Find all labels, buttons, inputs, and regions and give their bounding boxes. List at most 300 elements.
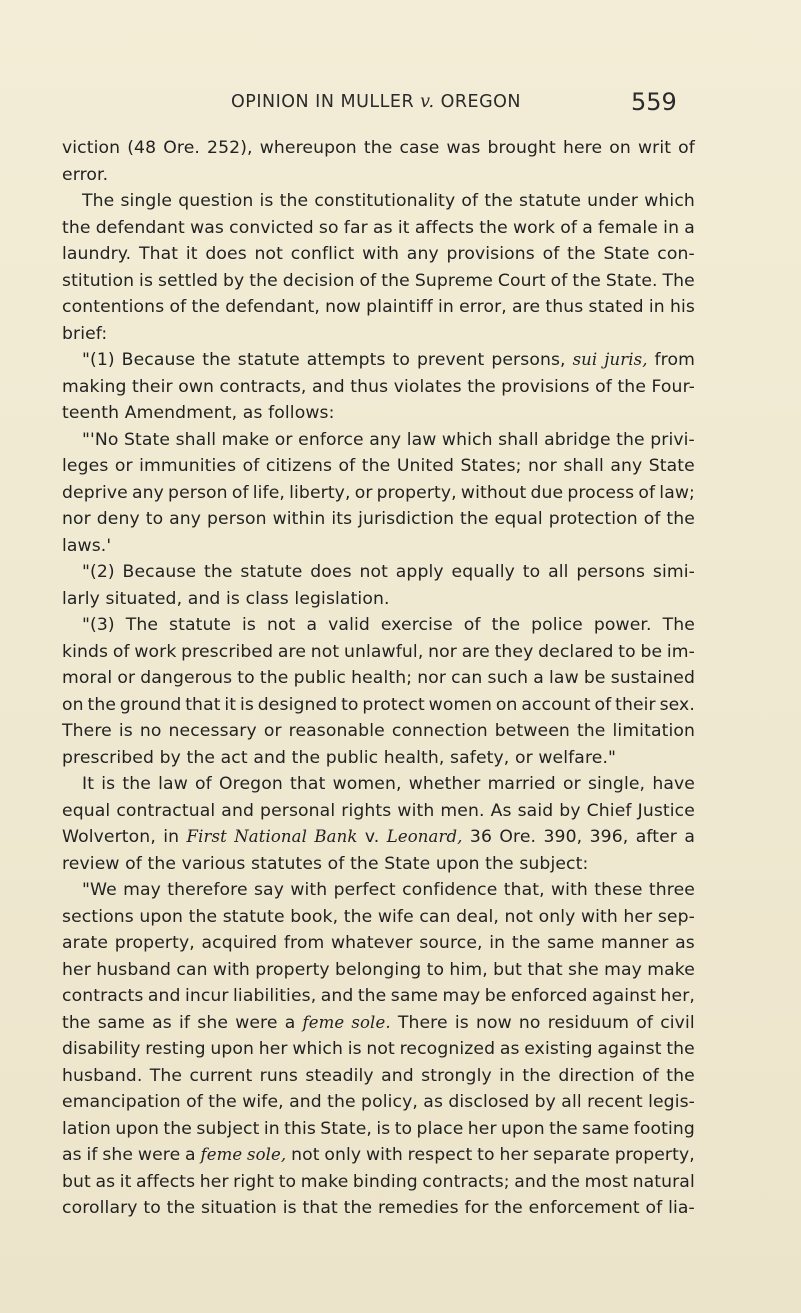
text-line [62,851,695,878]
word: laundry. [62,244,132,264]
text-line [62,718,695,745]
word: if [86,1145,98,1165]
word: strongly [421,1065,492,1086]
word: persons [576,562,646,582]
word: manner [601,933,669,953]
word: to [145,509,164,529]
word: the [467,376,496,397]
text-line [62,241,695,268]
word: subject [196,1118,260,1139]
word: far [343,217,368,238]
running-title-versus: v. [420,92,435,112]
word: 390, [543,827,583,847]
word: As [490,800,512,821]
text-line [62,480,695,507]
word: on [609,138,631,158]
word: her [467,1118,497,1139]
text-run: brief: [62,323,108,344]
word: her [623,906,653,927]
word: and [289,1092,322,1112]
text-line [62,374,695,401]
word: that, [503,880,545,900]
word: or [354,482,373,503]
word: simi- [652,562,695,582]
word: were [235,1012,278,1033]
word: defendant [95,217,185,238]
word: upon [210,1039,255,1059]
word: stitution [62,270,135,291]
text-line [62,798,695,825]
word: women, [332,774,402,794]
word: thus [350,376,389,397]
page-number: 559 [631,88,677,116]
word: statute [237,350,300,370]
word: sep- [657,906,695,927]
word: connection [391,721,488,741]
word: the [361,456,391,476]
word: con- [657,244,695,264]
word: which [292,1039,343,1059]
word: the [166,1198,196,1218]
word: and [514,1171,547,1192]
word: does [205,244,247,264]
word: belonging [335,959,422,980]
word: the [62,217,91,238]
word: which [441,429,493,450]
word: as [62,1145,82,1165]
word: arate [62,933,109,953]
word: of [643,509,661,529]
word: was [190,217,224,238]
word: as [423,1092,444,1112]
text-line [62,135,695,162]
word: with [212,959,250,980]
word: it [185,244,198,264]
word: declared [538,641,614,662]
word: that [185,694,221,715]
word: any [610,456,643,476]
word: of [169,297,187,317]
word: or [117,668,136,688]
word: liberty, [289,482,351,503]
word: contracts, [219,376,307,397]
word: can [419,906,451,927]
word: Court [497,270,546,291]
word: disclosed [448,1092,530,1112]
word: The [149,1065,183,1086]
word: 252), [207,138,253,158]
word: not [267,615,296,635]
word: person [207,509,267,529]
word: account [521,694,591,715]
word: There [62,721,112,741]
word: the [191,297,221,317]
word: Supreme [414,270,493,291]
word: contentions [62,297,165,317]
word: existing [524,1039,593,1059]
word: or [263,721,282,741]
word: in [489,933,506,953]
word: is [454,1012,469,1033]
word: its [331,509,353,529]
word: public [293,668,346,688]
word: equal [62,800,111,821]
text-line [62,1116,695,1143]
word: the [551,1171,581,1192]
word: the [491,615,521,635]
word: remedies [377,1198,459,1218]
word: National [234,827,308,846]
word: police [531,615,583,635]
word: equally [451,562,515,582]
word: to [522,562,541,582]
word: 396, [589,827,629,847]
word: by [534,1092,556,1112]
word: of [550,270,568,291]
word: of [338,456,356,476]
word: make [647,959,695,980]
word: State [603,244,650,264]
text-line [62,1169,695,1196]
word: same [390,986,439,1006]
text-run: error. [62,164,109,185]
word: separate [533,1145,610,1165]
word: the [616,429,645,450]
word: policy, [361,1092,418,1112]
word: in [263,1118,280,1139]
word: sole. [351,1012,391,1032]
word: any [169,509,202,529]
word: are [512,297,541,317]
word: as [152,1012,172,1033]
word: contracts [62,986,144,1006]
word: The [125,615,159,635]
word: immunities [139,456,237,476]
word: of [463,615,481,635]
word: of [594,694,612,715]
word: Because [122,562,197,582]
word: of [359,270,377,291]
text-line [62,612,695,639]
word: that [302,1198,338,1218]
word: prevent [416,350,485,370]
word: upon [139,906,184,927]
word: emancipation [62,1092,181,1112]
word: binding [352,1171,418,1192]
word: Ore. [499,827,537,847]
word: any [406,244,439,264]
word: or [562,774,581,794]
text-run: prescribed by the act and the public health, safety, or welfare." [62,747,617,768]
word: statute [240,562,303,582]
word: it [119,1171,132,1192]
running-title-prefix: OPINION IN MULLER [231,92,421,112]
word: due [530,482,564,503]
word: without [460,482,527,503]
text-line [62,1089,695,1116]
word: the [87,694,117,715]
word: with [365,1145,403,1165]
word: statute [519,191,582,211]
word: for [464,1198,489,1218]
word: their [615,694,656,715]
word: process [567,482,635,503]
word: viction [62,138,121,158]
word: not [291,1145,320,1165]
text-line [62,904,695,931]
word: the [202,350,231,370]
word: property, [114,933,195,953]
word: protect [362,694,425,715]
word: be [583,668,606,688]
word: "We [82,880,117,900]
word: of [231,482,249,503]
word: and [381,1065,414,1086]
word: the [479,217,508,238]
text-line [62,824,695,851]
word: his [670,297,695,317]
word: deal, [456,906,499,927]
word: conflict [290,244,355,264]
word: within [272,509,326,529]
word: State, [320,1118,372,1139]
word: on [495,694,518,715]
word: a [582,217,593,238]
word: thus [545,297,584,317]
word: and [147,986,181,1006]
word: that [290,774,326,794]
word: of [112,641,130,662]
word: brought [487,138,556,158]
word: dangerous [140,668,233,688]
word: enforcement [528,1198,640,1218]
word: recognized [399,1039,496,1059]
word: but [493,959,522,980]
word: female [598,217,658,238]
word: deny [96,509,140,529]
word: of [461,191,479,211]
word: "(2) [82,562,115,582]
word: stated [588,297,644,317]
text-line [62,506,695,533]
word: on [62,694,84,715]
word: steadily [305,1065,374,1086]
text-line [62,188,695,215]
word: the [122,774,151,794]
word: lia- [668,1198,695,1218]
word: That [138,244,179,264]
word: and [221,800,254,821]
word: direction [558,1065,635,1086]
text-line [62,639,695,666]
word: of [638,482,656,503]
word: with [551,880,588,900]
word: the [381,270,410,291]
word: of [186,1092,203,1112]
word: not [359,562,388,582]
word: husband. [62,1065,143,1086]
word: acquired [201,933,278,953]
word: is [259,191,274,211]
word: plaintiff [366,297,433,317]
word: resting [145,1039,206,1059]
word: the [572,270,601,291]
word: "(1) [82,350,115,370]
word: First [186,827,227,846]
word: between [494,721,570,741]
word: as [372,217,393,238]
word: of [595,376,612,397]
text-run: laws.' [62,535,112,556]
word: she [102,1145,134,1165]
word: from [654,350,695,370]
word: settled [157,270,219,291]
word: sex. [659,694,695,715]
text-line [62,771,695,798]
running-title [231,92,521,112]
word: decision [282,270,355,291]
word: privi- [650,429,695,450]
text-run: larly situated, and is class legislation. [62,588,390,609]
word: the [208,1092,237,1112]
word: Bank [314,827,358,846]
word: can [451,668,483,688]
word: in [499,1065,516,1086]
word: respect [407,1145,473,1165]
word: her [258,1039,288,1059]
word: limitation [612,721,695,741]
word: book, [290,906,339,927]
word: recent [587,1092,643,1112]
word: of [678,138,695,158]
word: to [426,959,445,980]
word: United [396,456,455,476]
word: say [253,880,284,900]
word: single, [587,774,646,794]
word: and [312,376,345,397]
word: the [203,562,233,582]
word: him, [449,959,488,980]
word: the [279,191,309,211]
word: may [604,959,642,980]
word: same [547,933,595,953]
text-line [62,453,695,480]
word: 36 [469,827,493,847]
word: sui [572,350,598,369]
word: was [446,138,481,158]
word: to [341,694,359,715]
word: from [283,933,325,953]
word: State. [605,270,658,291]
word: it [224,694,237,715]
word: which [644,191,695,211]
word: the [163,1118,192,1139]
word: or [274,429,293,450]
word: law [158,774,188,794]
word: deprive [62,482,128,503]
word: by [559,800,581,821]
word: not [366,1039,395,1059]
word: now [325,297,361,317]
word: it [397,217,410,238]
word: be [484,986,507,1006]
word: law [549,668,579,688]
word: under [587,191,639,211]
text-line [62,268,695,295]
word: may [123,880,161,900]
word: this [284,1118,316,1139]
word: shall [175,429,217,450]
word: contracts; [422,1171,510,1192]
word: liabilities, [233,986,317,1006]
word: women [428,694,493,715]
word: valid [328,615,370,635]
text-line [62,586,695,613]
word: shall [498,429,539,450]
text-line [62,321,695,348]
text-line [62,400,695,427]
word: are [277,641,307,662]
word: if [179,1012,191,1033]
word: with [290,880,328,900]
word: equal [494,509,543,529]
text-line [62,745,695,772]
word: these [594,880,643,900]
word: sustained [610,668,695,688]
word: is [118,721,133,741]
text-line [62,347,695,374]
text-line [62,930,695,957]
body-text [62,135,695,1222]
word: sole, [247,1145,287,1164]
word: The [662,270,695,291]
word: single [120,191,173,211]
word: im- [666,641,695,662]
word: the [666,509,695,529]
word: the [617,376,647,397]
word: same [582,1118,630,1139]
word: reasonable [288,721,385,741]
word: make [300,1171,349,1192]
word: Because [121,350,196,370]
word: said [517,800,554,821]
word: It [82,774,95,794]
word: upon [501,1118,545,1139]
word: have [652,774,695,794]
word: her [199,1171,229,1192]
word: with [362,244,400,264]
word: exercise [380,615,453,635]
word: health; [351,668,413,688]
word: Ore. [163,138,200,158]
word: perfect [333,880,396,900]
word: enforced [510,986,588,1006]
word: law; [659,482,695,503]
text-run: review of the various statutes of the State upon the subject: [62,853,589,874]
word: affects [414,217,475,238]
word: in [437,297,454,317]
word: (48 [127,138,157,158]
word: There [397,1012,448,1033]
word: statute [222,906,285,927]
word: the [363,138,393,158]
word: error, [459,297,507,317]
word: of [636,1012,654,1033]
text-line [62,1010,695,1037]
word: power. [593,615,652,635]
text-line [62,1195,695,1222]
word: by [223,270,245,291]
